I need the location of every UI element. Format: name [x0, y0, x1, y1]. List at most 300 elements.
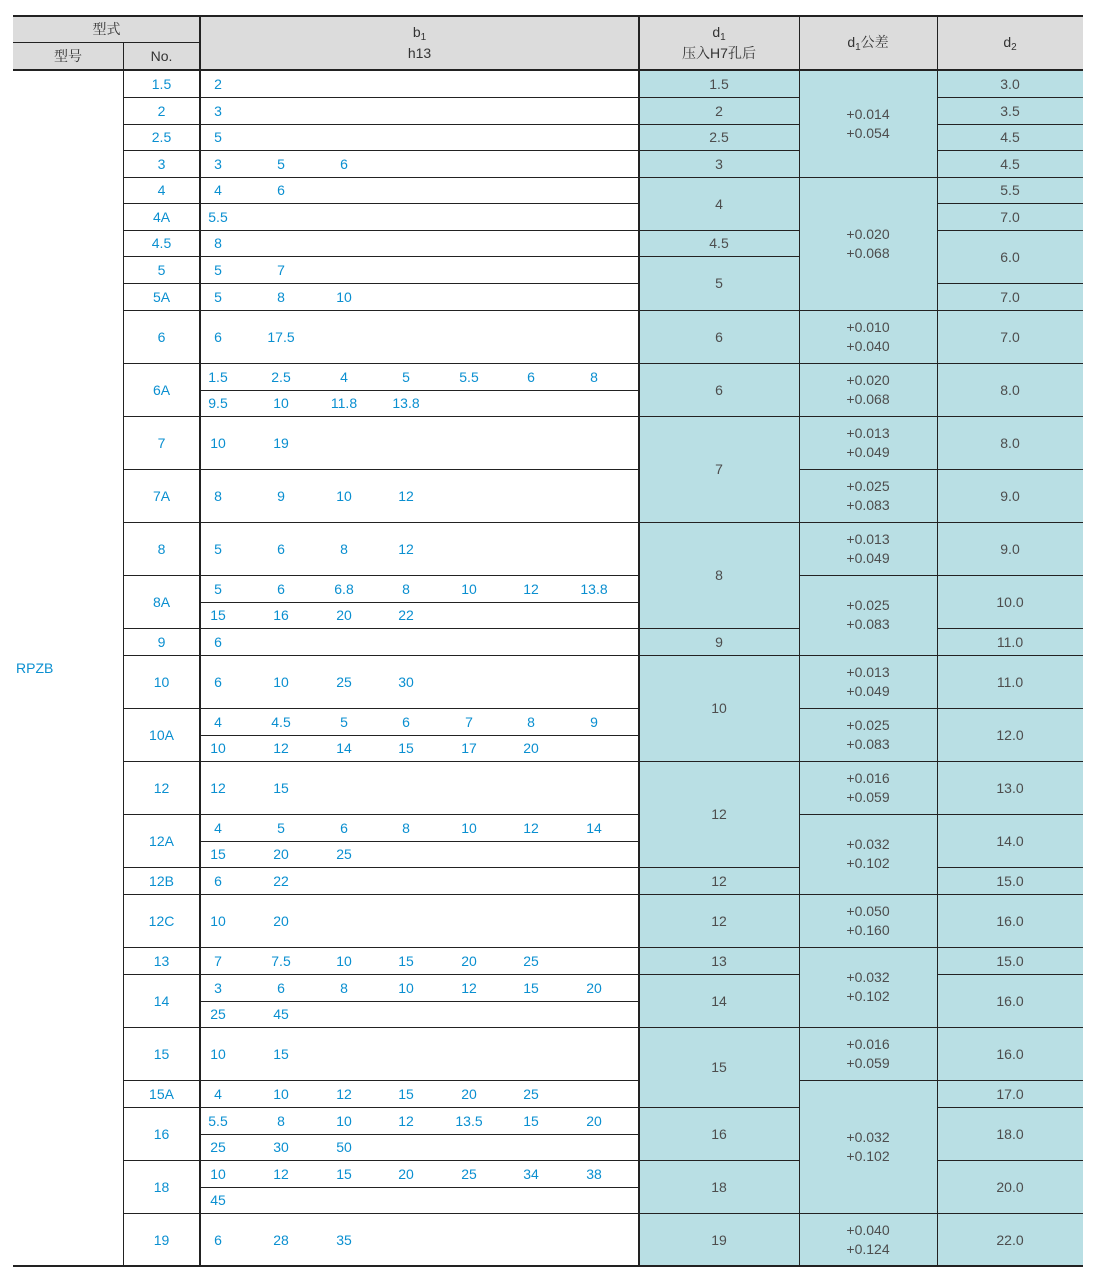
d1-tolerance-cell	[799, 416, 937, 469]
row-divider	[799, 947, 937, 948]
b1-size: 4	[214, 819, 222, 836]
b1-size: 5	[214, 540, 222, 557]
column-divider	[638, 16, 640, 1266]
tolerance-lower: +0.054	[846, 124, 890, 141]
tolerance-upper: +0.025	[846, 597, 890, 613]
b1-size: 6	[277, 580, 285, 597]
d1-value-cell	[639, 1027, 799, 1107]
d2-value-cell	[937, 1080, 1083, 1107]
d1-value-cell	[639, 230, 799, 256]
b1-size: 6	[214, 1231, 222, 1248]
row-divider	[937, 416, 1083, 417]
d1-value: 12	[711, 806, 727, 822]
b1-size: 6	[527, 368, 535, 385]
b1-size: 12	[523, 819, 539, 836]
b1-size: 10	[273, 1085, 289, 1102]
row-divider	[937, 947, 1083, 948]
b1-size: 9	[590, 713, 598, 730]
b1-size: 8	[527, 713, 535, 730]
b1-value	[253, 840, 309, 867]
b1-size: 10	[210, 739, 226, 756]
b1-size: 14	[586, 819, 602, 836]
row-divider	[937, 1107, 1083, 1108]
b1-value	[316, 814, 372, 841]
header-d1tol-suffix: 公差	[860, 33, 889, 50]
b1-size: 20	[273, 912, 289, 929]
b1-value	[253, 814, 309, 841]
d2-value: 7.0	[1000, 288, 1020, 305]
header-model-label: 型号	[54, 47, 82, 64]
row-divider	[799, 469, 937, 470]
no-cell	[123, 894, 200, 947]
model-cell	[13, 70, 123, 1266]
header-d2-symbol	[1003, 33, 1016, 54]
column-divider	[123, 42, 124, 1266]
row-divider	[937, 283, 1083, 284]
b1-size: 8	[340, 979, 348, 996]
header-b1-tolerance: h13	[407, 45, 432, 61]
d2-value: 10.0	[996, 593, 1024, 610]
row-divider	[937, 814, 1083, 815]
d2-value: 13.0	[996, 779, 1024, 796]
d1-value: 7	[715, 461, 723, 477]
row-divider	[639, 230, 799, 231]
b1-size: 12	[273, 739, 289, 756]
row-divider	[639, 1107, 799, 1108]
d1-tolerance-cell	[799, 708, 937, 761]
b1-size: 22	[398, 606, 414, 623]
no-cell	[123, 655, 200, 708]
no-cell	[123, 1160, 200, 1213]
b1-size: 7	[465, 713, 473, 730]
b1-size: 7	[214, 952, 222, 969]
d2-value-cell	[937, 1107, 1083, 1160]
b1-size: 17	[461, 739, 477, 756]
b1-size: 10	[336, 487, 352, 504]
b1-size: 20	[523, 739, 539, 756]
row-divider	[13, 1265, 1083, 1267]
b1-size: 15	[210, 845, 226, 862]
b1-size: 12	[523, 580, 539, 597]
b1-value	[503, 1107, 559, 1134]
d1-value: 12	[711, 872, 727, 889]
tolerance-upper: +0.032	[846, 1128, 890, 1145]
b1-size: 6	[214, 633, 222, 650]
b1-size: 10	[273, 394, 289, 411]
b1-value	[316, 974, 372, 1001]
no-value: 19	[153, 1231, 170, 1248]
no-value: 2.5	[151, 129, 172, 145]
d1-value: 15	[711, 1059, 727, 1075]
d1-value-cell	[639, 177, 799, 230]
d2-value-cell	[937, 97, 1083, 124]
header-no-label: No.	[150, 47, 173, 64]
b1-value	[378, 522, 434, 575]
b1-value	[253, 522, 309, 575]
b1-size: 5.5	[208, 208, 228, 225]
b1-size: 30	[273, 1138, 289, 1155]
tolerance-lower: +0.059	[846, 788, 890, 805]
b1-size: 20	[398, 1165, 414, 1182]
header-d1-note: 压入H7孔后	[682, 45, 756, 61]
b1-value	[378, 575, 434, 602]
b1-size: 10	[273, 673, 289, 690]
tolerance-lower: +0.102	[846, 1147, 890, 1164]
b1-value	[566, 974, 622, 1001]
b1-value	[253, 256, 309, 283]
b1-value	[503, 974, 559, 1001]
no-cell	[123, 1107, 200, 1160]
d1-value: 2	[715, 102, 723, 119]
b1-size: 4	[214, 182, 222, 198]
no-value: 12A	[149, 832, 174, 849]
b1-value	[316, 469, 372, 522]
d2-value-cell	[937, 1027, 1083, 1080]
row-divider	[937, 655, 1083, 656]
b1-size: 16	[273, 606, 289, 623]
b1-size: 6	[277, 540, 285, 557]
header-b1	[200, 16, 639, 70]
b1-value	[316, 734, 372, 761]
b1-size: 5	[340, 713, 348, 730]
b1-value	[316, 389, 372, 416]
b1-value	[253, 974, 309, 1001]
b1-size: 1.5	[208, 368, 228, 385]
no-value: 14	[153, 992, 170, 1009]
tolerance-lower: +0.083	[846, 496, 890, 513]
no-value: 6A	[152, 381, 171, 398]
no-cell	[123, 124, 200, 150]
header-b1-letter: b	[412, 24, 421, 40]
row-divider	[937, 522, 1083, 523]
row-divider	[937, 1213, 1083, 1214]
no-cell	[123, 947, 200, 974]
b1-value	[378, 655, 434, 708]
tolerance-lower: +0.068	[846, 244, 890, 261]
tolerance-lower: +0.102	[846, 988, 890, 1004]
b1-value	[316, 655, 372, 708]
d2-value: 7.0	[1000, 208, 1020, 225]
b1-value	[253, 283, 309, 310]
b1-size: 15	[273, 779, 289, 796]
d1-value-cell	[639, 655, 799, 761]
d2-value: 7.0	[1000, 328, 1020, 345]
b1-value	[253, 1160, 309, 1187]
b1-size: 3	[214, 979, 222, 996]
b1-value	[503, 947, 559, 974]
d2-value: 11.0	[996, 673, 1024, 690]
b1-value	[503, 1160, 559, 1187]
b1-size: 5.5	[459, 368, 479, 385]
b1-value	[253, 947, 309, 974]
b1-value	[503, 1080, 559, 1107]
b1-size: 8	[277, 288, 285, 305]
b1-size: 20	[336, 606, 352, 623]
d2-value: 12.0	[996, 726, 1024, 743]
d2-value: 3.0	[1000, 75, 1020, 92]
b1-size: 15	[398, 952, 414, 969]
d1-value: 4.5	[709, 235, 729, 251]
d1-value-cell	[639, 947, 799, 974]
row-divider	[799, 1080, 937, 1081]
d2-value-cell	[937, 416, 1083, 469]
row-divider	[799, 575, 937, 576]
b1-size: 5	[277, 155, 285, 172]
d2-value-cell	[937, 894, 1083, 947]
no-cell	[123, 177, 200, 203]
row-divider	[937, 469, 1083, 470]
b1-value	[441, 1107, 497, 1134]
b1-size: 15	[398, 1085, 414, 1102]
b1-size: 8	[277, 1112, 285, 1129]
d2-value: 15.0	[996, 952, 1024, 969]
d2-value: 22.0	[996, 1231, 1024, 1248]
tolerance-lower: +0.049	[846, 549, 890, 566]
header-d1-tolerance	[799, 16, 937, 70]
d2-value-cell	[937, 867, 1083, 894]
row-divider	[639, 628, 799, 629]
d2-value: 4.5	[1000, 155, 1020, 172]
b1-value	[441, 734, 497, 761]
no-cell	[123, 974, 200, 1027]
header-d2-subscript: 2	[1011, 41, 1017, 53]
d2-value: 17.0	[996, 1085, 1024, 1102]
b1-size: 28	[273, 1231, 289, 1248]
row-divider	[937, 1080, 1083, 1081]
b1-value	[378, 601, 434, 628]
no-cell	[123, 70, 200, 97]
no-cell	[123, 203, 200, 230]
row-divider	[799, 363, 937, 364]
tolerance-upper: +0.025	[846, 716, 890, 733]
d1-value: 6	[715, 381, 723, 398]
b1-size: 20	[461, 1085, 477, 1102]
d1-value-cell	[639, 628, 799, 655]
b1-size: 25	[210, 1138, 226, 1155]
row-divider	[937, 97, 1083, 98]
row-divider	[200, 1187, 639, 1188]
no-cell	[123, 310, 200, 363]
row-divider	[937, 1160, 1083, 1161]
no-cell	[123, 628, 200, 655]
b1-size: 25	[210, 1005, 226, 1022]
d2-value-cell	[937, 974, 1083, 1027]
b1-value	[253, 310, 309, 363]
row-divider	[799, 708, 937, 709]
b1-size: 12	[336, 1085, 352, 1102]
d1-value-cell	[639, 1160, 799, 1213]
b1-size: 8	[214, 235, 222, 251]
b1-size: 3	[214, 155, 222, 172]
row-divider	[799, 1213, 937, 1214]
b1-size: 45	[210, 1191, 226, 1208]
b1-value	[253, 601, 309, 628]
b1-value	[253, 575, 309, 602]
b1-size: 6	[214, 328, 222, 345]
row-divider	[937, 177, 1083, 178]
b1-size: 12	[273, 1165, 289, 1182]
d1-value: 19	[711, 1231, 727, 1248]
d2-value: 4.5	[1000, 129, 1020, 145]
no-cell	[123, 522, 200, 575]
b1-size: 4.5	[271, 713, 291, 730]
no-value: 8A	[152, 593, 171, 610]
b1-size: 20	[273, 845, 289, 862]
b1-size: 25	[523, 1085, 539, 1102]
d2-value: 15.0	[996, 872, 1024, 889]
d2-value: 3.5	[1000, 102, 1020, 119]
b1-size: 15	[336, 1165, 352, 1182]
b1-value	[503, 575, 559, 602]
row-divider	[639, 310, 799, 311]
row-divider	[937, 894, 1083, 895]
b1-value	[253, 1000, 309, 1027]
b1-size: 9.5	[208, 394, 228, 411]
b1-value	[503, 734, 559, 761]
d1-tolerance-cell	[799, 469, 937, 522]
tolerance-lower: +0.102	[846, 855, 890, 871]
b1-value	[316, 947, 372, 974]
d1-tolerance-cell	[799, 310, 937, 363]
d1-value-cell	[639, 867, 799, 894]
tolerance-lower: +0.040	[846, 337, 890, 354]
row-divider	[13, 15, 1083, 17]
b1-value	[441, 1160, 497, 1187]
b1-value	[316, 150, 372, 177]
row-divider	[639, 894, 799, 895]
b1-size: 7	[277, 261, 285, 278]
row-divider	[639, 1160, 799, 1161]
b1-size: 10	[336, 952, 352, 969]
header-type-label: 型式	[92, 20, 121, 37]
b1-size: 10	[336, 288, 352, 305]
b1-size: 6.8	[334, 580, 354, 597]
b1-size: 6	[214, 673, 222, 690]
b1-value	[441, 947, 497, 974]
b1-value	[253, 734, 309, 761]
b1-value	[378, 469, 434, 522]
no-cell	[123, 1027, 200, 1080]
no-cell	[123, 814, 200, 867]
b1-value	[378, 708, 434, 735]
tolerance-upper: +0.050	[846, 902, 890, 919]
header-d1tol-subscript: 1	[855, 41, 861, 53]
column-divider	[199, 16, 201, 1266]
b1-value	[316, 1080, 372, 1107]
b1-value	[378, 1080, 434, 1107]
b1-value	[253, 1213, 309, 1266]
d2-value: 14.0	[996, 832, 1024, 849]
header-b1-subscript: 1	[420, 32, 427, 43]
d2-value-cell	[937, 1213, 1083, 1266]
b1-value	[253, 150, 309, 177]
row-divider	[937, 867, 1083, 868]
b1-value	[253, 469, 309, 522]
d2-value-cell	[937, 761, 1083, 814]
b1-size: 6	[277, 182, 285, 198]
d2-value-cell	[937, 363, 1083, 416]
model-code: RPZB	[16, 660, 54, 676]
no-cell	[123, 761, 200, 814]
d2-value: 11.0	[996, 633, 1024, 650]
b1-size: 6	[340, 155, 348, 172]
b1-size: 17.5	[267, 328, 295, 345]
d1-value-cell	[639, 97, 799, 124]
b1-size: 50	[336, 1138, 352, 1155]
d1-tolerance-cell	[799, 70, 937, 177]
row-divider	[639, 150, 799, 151]
no-cell	[123, 256, 200, 283]
b1-value	[566, 1107, 622, 1134]
d2-value: 5.5	[1000, 182, 1020, 198]
d1-value-cell	[639, 124, 799, 150]
b1-value	[253, 1133, 309, 1160]
b1-size: 5	[214, 129, 222, 145]
d2-value: 8.0	[1000, 381, 1020, 398]
d2-value-cell	[937, 124, 1083, 150]
d2-value-cell	[937, 70, 1083, 97]
row-divider	[799, 1027, 937, 1028]
b1-size: 15	[523, 979, 539, 996]
b1-value	[253, 1107, 309, 1134]
b1-size: 45	[273, 1005, 289, 1022]
b1-value	[316, 708, 372, 735]
b1-value	[441, 814, 497, 841]
row-divider	[937, 310, 1083, 311]
b1-size: 12	[210, 779, 226, 796]
b1-value	[441, 575, 497, 602]
d2-value: 16.0	[996, 992, 1024, 1009]
d2-value-cell	[937, 575, 1083, 628]
column-divider	[937, 16, 938, 1266]
row-divider	[937, 708, 1083, 709]
row-divider	[799, 177, 937, 178]
b1-value	[316, 601, 372, 628]
no-value: 4A	[152, 208, 171, 225]
tolerance-upper: +0.040	[846, 1221, 890, 1238]
b1-value	[253, 1080, 309, 1107]
b1-value	[441, 708, 497, 735]
row-divider	[937, 203, 1083, 204]
d1-value: 5	[715, 275, 723, 291]
b1-value	[378, 974, 434, 1001]
row-divider	[799, 761, 937, 762]
tolerance-upper: +0.010	[846, 318, 890, 335]
d2-value-cell	[937, 469, 1083, 522]
b1-value	[316, 1133, 372, 1160]
d1-value-cell	[639, 974, 799, 1027]
b1-size: 34	[523, 1165, 539, 1182]
tolerance-lower: +0.049	[846, 682, 890, 699]
d2-value: 16.0	[996, 912, 1024, 929]
no-cell	[123, 150, 200, 177]
d2-value-cell	[937, 150, 1083, 177]
b1-size: 10	[461, 819, 477, 836]
b1-value	[441, 974, 497, 1001]
b1-value	[441, 1080, 497, 1107]
d1-tolerance-cell	[799, 1213, 937, 1266]
row-divider	[937, 761, 1083, 762]
tolerance-lower: +0.083	[846, 735, 890, 752]
b1-size: 13.8	[580, 580, 608, 597]
no-value: 12	[153, 779, 170, 796]
b1-value	[253, 867, 309, 894]
no-value: 5A	[152, 288, 171, 305]
d1-value-cell	[639, 761, 799, 867]
no-cell	[123, 575, 200, 628]
row-divider	[639, 761, 799, 762]
d2-value: 18.0	[996, 1125, 1024, 1142]
